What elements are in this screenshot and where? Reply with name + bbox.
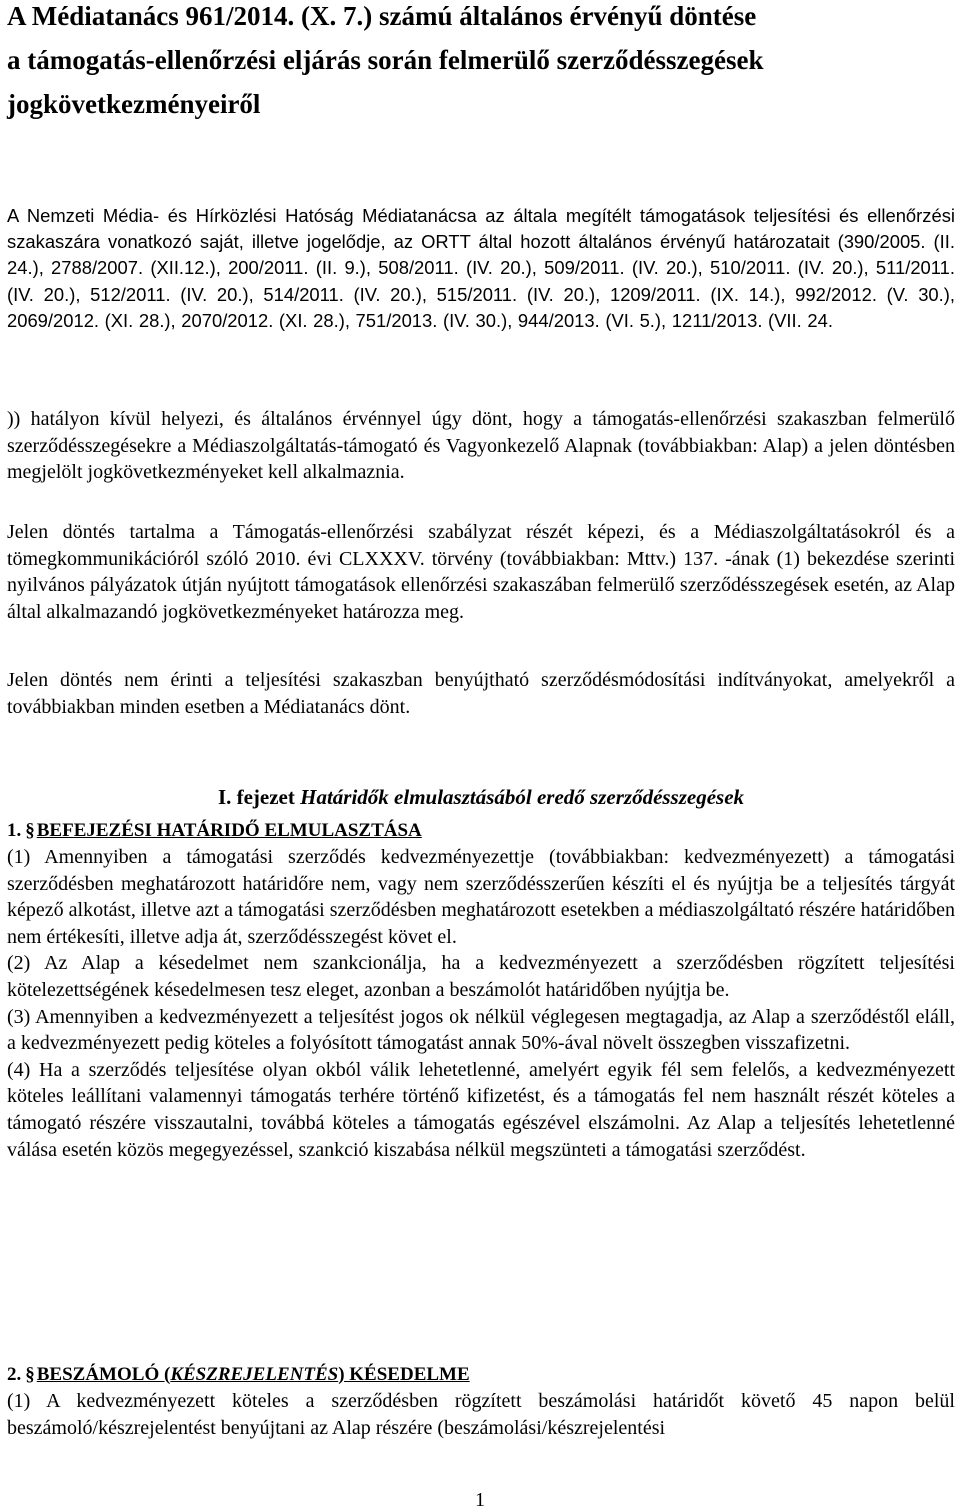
section-symbol: § <box>25 1364 35 1385</box>
section-1 <box>7 818 955 1163</box>
section-name: BEFEJEZÉSI HATÁRIDŐ ELMULASZTÁSA <box>36 820 422 841</box>
section-symbol: § <box>25 820 35 841</box>
section-2 <box>7 1362 955 1441</box>
paragraph-scope: Jelen döntés tartalma a Támogatás-ellenőrzési szabályzat részét képezi, és a Médiaszolgáltatásokról és a tömegkommunikációról szóló 2010. évi CLXXXV. törvény (továbbiakban: Mttv.) 137. -ának (1) bekezdése szerinti nyilvános pályázatok útján nyújtott támogatások ellenőrzési szakaszában felmerülő szerződésszegések esetén, az Alap által alkalmazandó jogkövetkezményeket határozza meg. <box>7 521 955 623</box>
title-line: a támogatás-ellenőrzési eljárás során felmerülő szerződésszegések <box>7 45 764 75</box>
title-line: jogkövetkezményeiről <box>7 89 261 119</box>
title-line: A Médiatanács 961/2014. (X. 7.) számú általános érvényű döntése <box>7 1 757 31</box>
chapter-title: Határidők elmulasztásából eredő szerződésszegések <box>300 785 745 809</box>
document-title <box>7 0 955 126</box>
section-paragraph: (4) Ha a szerződés teljesítése olyan okból válik lehetetlenné, amelyért egyik fél sem felelős, a kedvezményezett köteles leállítani valamennyi támogatás terhére történő kifizetést, és a támogatás fel nem használt részét köteles a támogató részére visszautalni, továbbá köteles a támogatás egészével elszámolni. Az Alap a teljesítés lehetetlenné válása esetén közös megegyezéssel, szankció kiszabása nélkül megszünteti a támogatási szerződést. <box>7 1058 955 1161</box>
chapter-number: I. fejezet <box>217 785 295 809</box>
section-number: 1. <box>7 820 22 841</box>
section-paragraph: (2) Az Alap a késedelmet nem szankcionálja, ha a kedvezményezett a szerződésben rögzített teljesítési kötelezettségének késedelmesen tesz eleget, azonban a beszámolót határidőben nyújtja be. <box>7 952 955 1001</box>
section-paragraph: (3) Amennyiben a kedvezményezett a teljesítést jogos ok nélkül véglegesen megtagadja, az Alap a szerződéstől eláll, a kedvezményezett pedig köteles a folyósított támogatást annak 50%-ával növelt összegben visszafizetni. <box>7 1005 955 1055</box>
section-paragraph: (1) A kedvezményezett köteles a szerződésben rögzített beszámolási határidőt követő 45 napon belül beszámoló/készrejelentést benyújtani az Alap részére (beszámolási/készrejelentési <box>7 1390 955 1439</box>
intro-paragraph-sans: A Nemzeti Média- és Hírközlési Hatóság Médiatanácsa az általa megítélt támogatások teljesítési és ellenőrzési szakaszára vonatkozó saját, illetve jogelődje, az ORTT által hozott általános érvényű határozatait (390/2005. (II. 24.), 2788/2007. (XII.12.), 200/2011. (II. 9.), 508/2011. (IV. 20.), 509/2011. (IV. 20.), 510/2011. (IV. 20.), 511/2011. (IV. 20.), 512/2011. (IV. 20.), 514/2011. (IV. 20.), 515/2011. (IV. 20.), 1209/2011. (IX. 14.), 992/2012. (V. 30.), 2069/2012. (XI. 28.), 2070/2012. (XI. 28.), 751/2013. (IV. 30.), 944/2013. (VI. 5.), 1211/2013. (VII. 24. <box>7 205 955 331</box>
section-heading <box>7 1362 955 1388</box>
page-number: 1 <box>475 1489 485 1511</box>
intro-paragraph-serif: )) hatályon kívül helyezi, és általános érvénnyel úgy dönt, hogy a támogatás-ellenőrzési szakaszban felmerülő szerződésszegésekre a Médiaszolgáltatás-támogató és Vagyonkezelő Alapnak (továbbiakban: Alap) a jelen döntésben megjelölt jogkövetkezményeket kell alkalmaznia. <box>7 408 955 484</box>
section-number: 2. <box>7 1364 22 1385</box>
section-paragraph: (1) Amennyiben a támogatási szerződés kedvezményezettje (továbbiakban: kedvezményezett) a támogatási szerződésben meghatározott határidőre nem, vagy nem szerződésszerűen készíti el és nyújtja be a teljesítés tárgyát képező alkotást, illetve azt a támogatási szerződésben meghatározott esetekben a médiaszolgáltató részére határidőben nem értékesíti, illetve adja át, szerződésszegést követ el. <box>7 846 955 948</box>
section-name: BESZÁMOLÓ (KÉSZREJELENTÉS) KÉSEDELME <box>36 1364 470 1385</box>
paragraph-exclusion: Jelen döntés nem érinti a teljesítési szakaszban benyújtható szerződésmódosítási indítványokat, amelyekről a továbbiakban minden esetben a Médiatanács dönt. <box>7 669 955 718</box>
section-heading <box>7 818 955 844</box>
chapter-heading <box>7 783 955 811</box>
